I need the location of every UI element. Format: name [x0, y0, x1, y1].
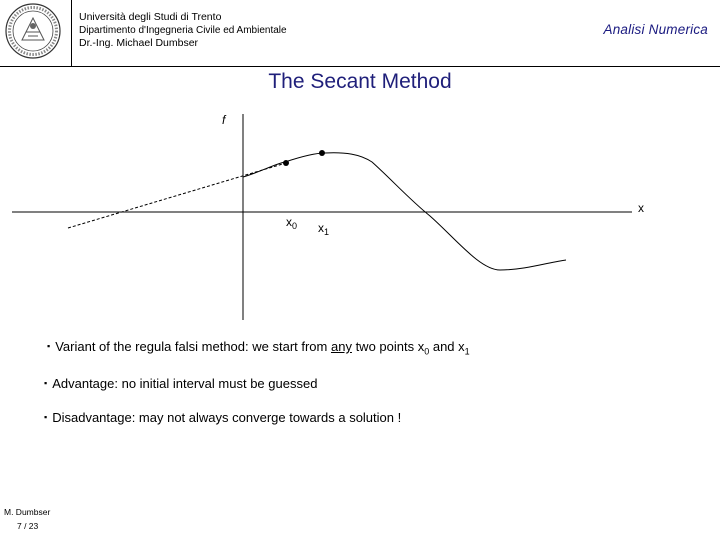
- bullet-marker: ▪: [47, 341, 51, 351]
- page-number: 7 / 23: [17, 521, 39, 531]
- slide-title: The Secant Method: [268, 70, 452, 93]
- bullet-marker: ▪: [44, 412, 48, 422]
- point-x1: [319, 150, 325, 156]
- y-axis-label: f: [222, 113, 226, 127]
- footer-author: M. Dumbser: [4, 507, 51, 517]
- point-x1-label: $x_1$: [318, 221, 330, 237]
- bullet-variant: ▪ Variant of the regula falsi method: we start from any two points $x_0$ and $x_1$: [47, 339, 470, 357]
- function-curve: [243, 153, 566, 270]
- secant-line: [68, 163, 286, 228]
- header-divider: [71, 0, 72, 66]
- author-name: Dr.-Ing. Michael Dumbser: [79, 37, 199, 49]
- secant-method-figure: [0, 100, 720, 335]
- university-seal-logo: [2, 2, 64, 60]
- header-rule: [0, 66, 720, 67]
- bullet-advantage: ▪ Advantage: no initial interval must be guessed: [44, 376, 318, 391]
- x-axis-label: x: [638, 201, 644, 215]
- emphasis-any: any: [330, 339, 352, 354]
- university-name: Università degli Studi di Trento: [79, 11, 222, 23]
- course-title: Analisi Numerica: [603, 22, 708, 37]
- bullet-marker: ▪: [44, 378, 48, 388]
- department-name: Dipartimento d'Ingegneria Civile ed Ambientale: [79, 25, 287, 36]
- header-info: [79, 11, 287, 50]
- point-x0: [283, 160, 289, 166]
- bullet-disadvantage: ▪ Disadvantage: may not always converge towards a solution !: [44, 410, 402, 425]
- point-x0-label: $x_0$: [286, 215, 298, 231]
